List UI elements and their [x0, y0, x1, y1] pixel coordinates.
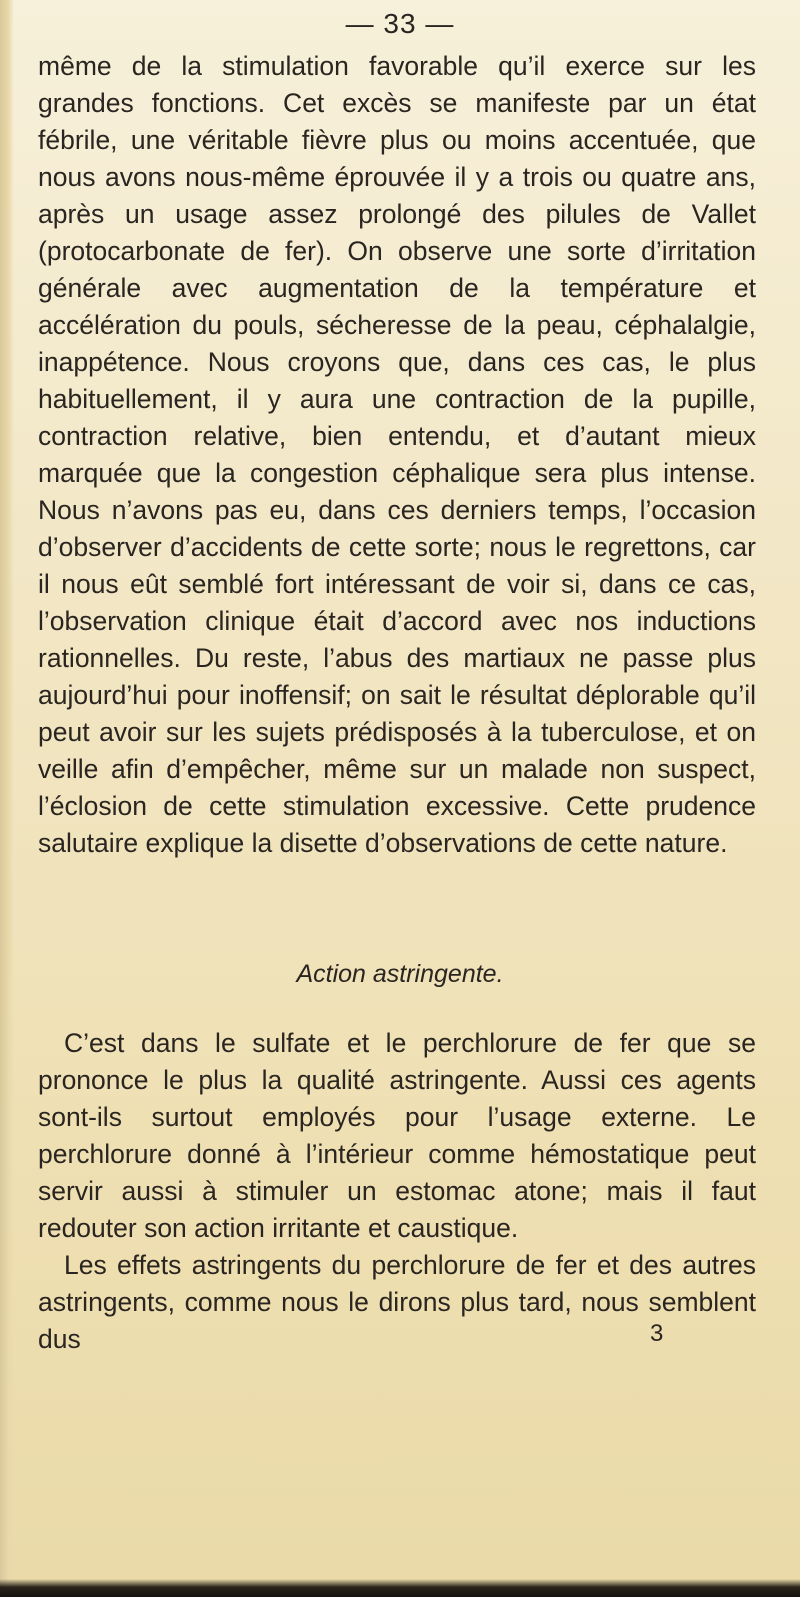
section-title: Action astringente. [296, 960, 504, 988]
page-edge-shadow [0, 0, 14, 1597]
body-text-bottom [38, 1025, 756, 1358]
paragraph: Les effets astringents du perchlorure de fer et des autres astringents, comme nous le dirons plus tard, nous semblent dus [38, 1250, 756, 1354]
body-text-top [38, 48, 756, 862]
paragraph: C’est dans le sulfate et le perchlorure de fer que se prononce le plus la qualité astringente. Aussi ces agents sont-ils surtout employés pour l’usage externe. Le perchlorure donné à l’intérieur comme hémostatique peut servir aussi à stimuler un estomac atone; mais il faut redouter son action irritante et caustique. [38, 1028, 756, 1243]
signature-mark: 3 [650, 1320, 664, 1347]
page-number: — 33 — [345, 8, 455, 39]
paragraph: même de la stimulation favorable qu’il exerce sur les grandes fonctions. Cet excès se manifeste par un état fébrile, une véritable fièvre plus ou moins accentuée, que nous avons nous-même éprouvée il y a trois ou quatre ans, après un usage assez prolongé des pilules de Vallet (protocarbonate de fer). On observe une sorte d’irritation générale avec augmentation de la température et accélération du pouls, sécheresse de la peau, céphalalgie, inappétence. Nous croyons que, dans ces cas, le plus habituellement, il y aura une contraction de la pupille, contraction relative, bien entendu, et d’autant mieux marquée que la congestion céphalique sera plus intense. Nous n’avons pas eu, dans ces derniers temps, l’occasion d’observer d’accidents de cette sorte; nous le regrettons, car il nous eût semblé fort intéressant de voir si, dans ce cas, l’observation clinique était d’accord avec nos inductions rationnelles. Du reste, l’abus des martiaux ne passe plus aujourd’hui pour inoffensif; on sait le résultat déplorable qu’il peut avoir sur les sujets prédisposés à la tuberculose, et on veille afin d’empêcher, même sur un malade non suspect, l’éclosion de cette stimulation excessive. Cette prudence salutaire explique la disette d’observations de cette nature. [38, 51, 756, 858]
page-bottom-edge [0, 1579, 800, 1597]
